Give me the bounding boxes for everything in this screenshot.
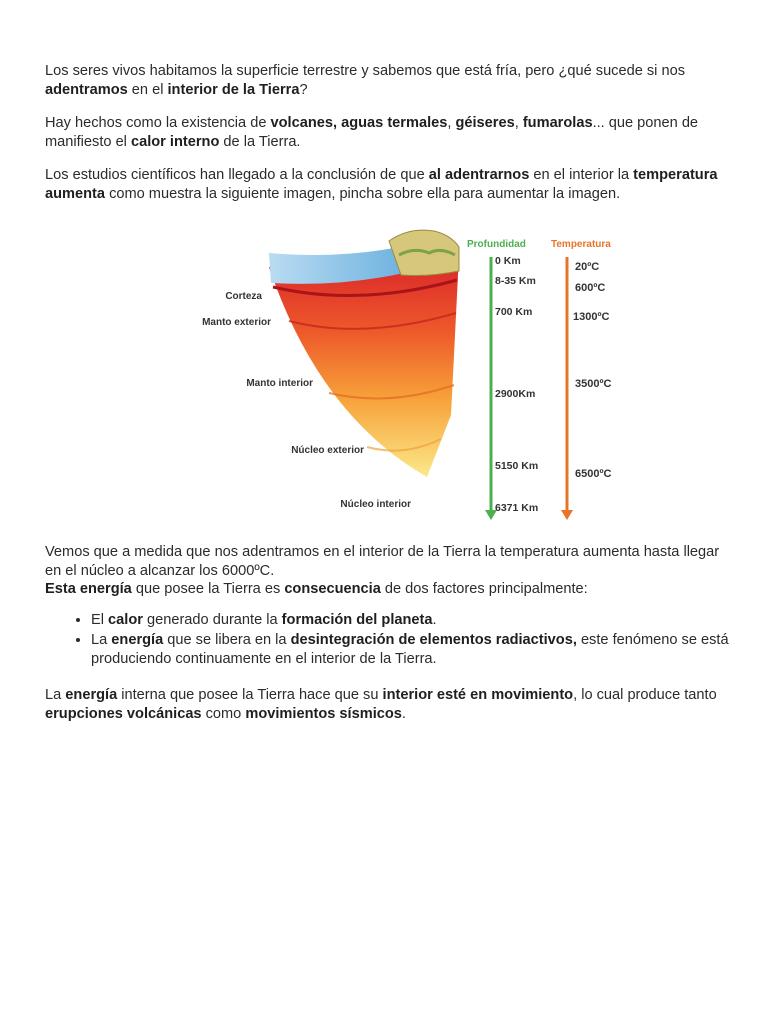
text: Hay hechos como la existencia de	[45, 115, 271, 131]
paragraph-evidence	[45, 114, 730, 151]
layer-label-crust: Corteza	[225, 291, 262, 302]
earth-layers-diagram[interactable]	[189, 225, 612, 525]
depth-header: Profundidad	[467, 239, 526, 250]
bold-text: adentramos	[45, 81, 128, 98]
temp-value: 20ºC	[575, 261, 600, 273]
text: ?	[299, 81, 308, 98]
layer-label-inner-core: Núcleo interior	[340, 499, 411, 510]
layer-label-outer-mantle: Manto exterior	[202, 317, 271, 328]
bold-text: calor	[108, 611, 143, 628]
temp-arrow-head	[561, 510, 573, 520]
text: Vemos que a medida que nos adentramos en el interior de la Tierra la temperatura aumenta hasta llegar en el núcleo a alcanzar los 6000ºC.	[45, 544, 720, 579]
bold-text: fumarolas	[522, 115, 593, 131]
paragraph-movement	[45, 686, 730, 723]
text: ,	[447, 115, 456, 131]
paragraph-conclusion	[45, 543, 730, 599]
depth-value: 8-35 Km	[495, 275, 536, 287]
article-body	[45, 62, 730, 723]
bold-text: temperatura aumenta	[45, 167, 718, 202]
text: como muestra la siguiente imagen, pincha sobre ella para aumentar la imagen.	[105, 185, 621, 202]
depth-value: 5150 Km	[495, 460, 539, 472]
temp-value: 6500ºC	[575, 468, 612, 480]
temp-header: Temperatura	[551, 239, 611, 250]
bold-text: calor interno	[130, 133, 220, 150]
text: como	[201, 705, 246, 722]
text: que posee la Tierra es	[131, 581, 285, 597]
bold-text: energía	[111, 632, 164, 648]
bold-text: Esta energía	[45, 581, 132, 597]
bold-text: energía	[65, 687, 118, 703]
list-item	[91, 631, 730, 668]
bold-text: formación del planeta	[281, 611, 433, 628]
text: .	[432, 611, 437, 628]
text: en el	[127, 81, 168, 98]
earth-layers-figure[interactable]	[189, 225, 612, 525]
text: que se libera en la	[163, 632, 291, 648]
bold-text: géiseres	[455, 115, 515, 131]
temp-value: 600ºC	[575, 282, 606, 294]
text: ... que ponen de manifiesto el	[45, 115, 699, 150]
text: La	[91, 632, 112, 648]
bold-text: erupciones volcánicas	[45, 705, 202, 722]
depth-value: 6371 Km	[495, 502, 539, 514]
text: ,	[514, 115, 523, 131]
paragraph-studies	[45, 166, 730, 203]
text: .	[401, 705, 406, 722]
text: de dos factores principalmente:	[380, 581, 588, 597]
list-item	[91, 611, 730, 630]
text: de la Tierra.	[219, 133, 301, 150]
temp-value: 3500ºC	[575, 378, 612, 390]
layer-label-outer-core: Núcleo exterior	[291, 445, 364, 456]
depth-value: 700 Km	[495, 306, 533, 318]
bold-text: al adentrarnos	[428, 167, 530, 183]
bold-text: volcanes, aguas termales	[270, 115, 448, 131]
layer-label-inner-mantle: Manto interior	[246, 378, 313, 389]
paragraph-intro	[45, 62, 730, 99]
temp-value: 1300ºC	[573, 311, 610, 323]
bold-text: consecuencia	[284, 581, 381, 597]
text: La	[45, 687, 66, 703]
text: Los estudios científicos han llegado a la conclusión de que	[45, 167, 429, 183]
text: este fenómeno se está produciendo continuamente en el interior de la Tierra.	[91, 632, 729, 667]
text: Los seres vivos habitamos la superficie terrestre y sabemos que está fría, pero ¿qué sucede si nos	[45, 63, 686, 79]
text: , lo cual produce tanto	[573, 687, 717, 703]
bold-text: interior de la Tierra	[167, 81, 300, 98]
depth-value: 2900Km	[495, 388, 536, 400]
bold-text: movimientos sísmicos	[245, 705, 402, 722]
text: generado durante la	[142, 611, 282, 628]
text: El	[91, 611, 109, 628]
bold-text: desintegración de elementos radiactivos,	[290, 632, 577, 648]
bold-text: interior esté en movimiento	[382, 687, 574, 703]
text: en el interior la	[529, 167, 634, 183]
text: interna que posee la Tierra hace que su	[117, 687, 383, 703]
depth-value: 0 Km	[495, 255, 521, 267]
factors-list	[45, 611, 730, 669]
